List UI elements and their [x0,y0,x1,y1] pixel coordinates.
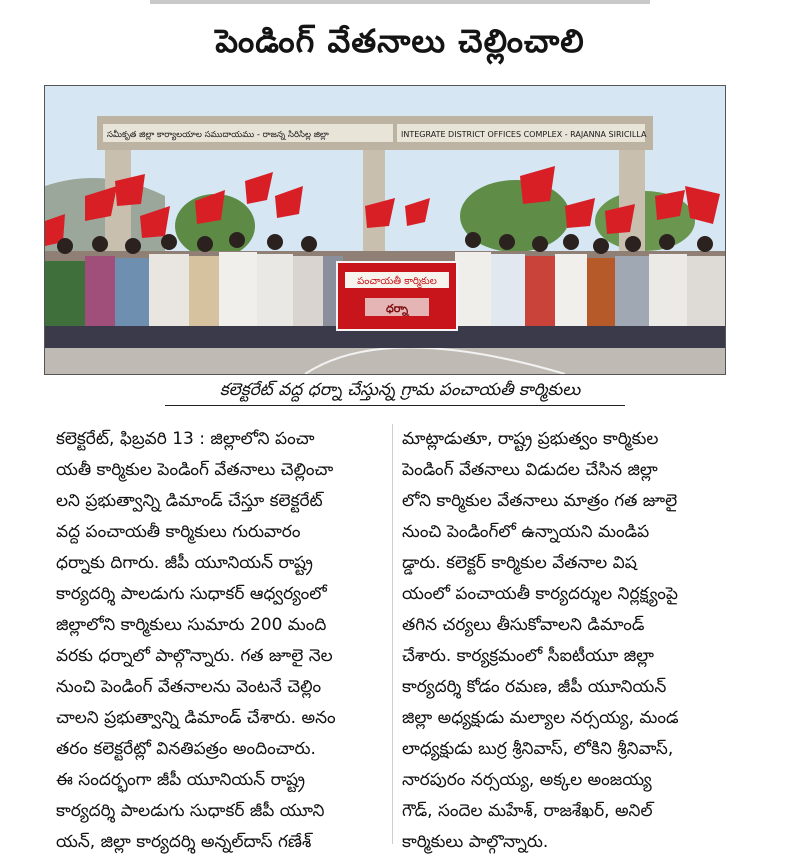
body-line: నారపురం నర్సయ్య, అక్కల అంజయ్య [402,770,652,790]
body-line: జిల్లా అధ్యక్షుడు మల్యాల నర్సయ్య, మండ [402,708,679,728]
body-line: తరం కలెక్టరేట్లో వినతిపత్రం అందించారు. [56,739,316,759]
body-line: వద్ద పంచాయతీ కార్మికులు గురువారం [56,522,301,542]
body-line: కార్యదర్శి పాలడుగు సుధాకర్ జీపీ యూని [56,801,325,821]
caption-underline [165,405,625,406]
article-column-left [56,424,386,858]
body-line: లాధ్యక్షుడు బుర్ర శ్రీనివాస్, లోకిని శ్రీనివాస్, [402,739,674,759]
body-line: వరకు ధర్నాలో పాల్గొన్నారు. గత జూలై నెల [56,646,333,666]
body-line: కలెక్టరేట్, ఫిబ్రవరి 13 : జిల్లాలోని పంచా [56,429,315,449]
body-line: డ్డారు. కలెక్టర్ కార్మికుల వేతనాల విష [402,553,637,573]
column-divider [392,424,393,844]
protest-banner [337,262,457,330]
banner-text-bottom: ధర్నా [385,302,409,315]
body-line: పెండింగ్ వేతనాలు విడుదల చేసిన జిల్లా [402,460,658,480]
banner-text-top: పంచాయతీ కార్మికుల [357,276,437,287]
body-line: జిల్లాలోని కార్మికులు సుమారు 200 మంది [56,615,327,635]
body-line: తగిన చర్యలు తీసుకోవాలని డిమాండ్ [402,615,645,635]
body-line: గౌడ్, సందెల మహేశ్, రాజశేఖర్, అనిల్ [402,801,653,821]
body-line: కార్మికులు పాల్గొన్నారు. [402,832,549,852]
body-line: యన్, జిల్లా కార్యదర్శి అన్నల్‌దాస్ గణేశ్ [56,832,312,852]
arch-sign-telugu: సమీకృత జిల్లా కార్యాలయాల సముదాయము - రాజన్న సిరిసిల్ల జిల్లా [107,130,329,140]
body-line: మాట్లాడుతూ, రాష్ట్ర ప్రభుత్వం కార్మికుల [402,429,659,449]
body-line: యంలో పంచాయతీ కార్యదర్శుల నిర్లక్ష్యంపై [402,584,678,604]
body-line: లోని కార్మికుల వేతనాలు మాత్రం గత జూలై [402,491,678,511]
top-page-rule [150,0,650,4]
body-line: నుంచి పెండింగ్‌లో ఉన్నాయని మండిప [402,522,650,542]
arch-sign-english: INTEGRATE DISTRICT OFFICES COMPLEX - RAJANNA SIRICILLA [401,130,647,139]
body-line: ఈ సందర్భంగా జీపీ యూనియన్ రాష్ట్ర [56,770,305,790]
body-line: నుంచి పెండింగ్ వేతనాలను వెంటనే చెల్లిం [56,677,322,697]
news-photo [44,85,726,375]
body-line: కార్యదర్శి కోడం రమణ, జీపీ యూనియన్ [402,677,667,697]
headline: పెండింగ్ వేతనాలు చెల్లించాలి [215,22,585,60]
body-line: చాలని ప్రభుత్వాన్ని డిమాండ్ చేశారు. అనం [56,708,336,728]
body-line: ధర్నాకు దిగారు. జీపీ యూనియన్ రాష్ట్ర [56,553,313,573]
article-column-right [402,424,732,858]
body-line: యతీ కార్మికుల పెండింగ్ వేతనాలు చెల్లించా [56,460,334,480]
body-line: చేశారు. కార్యక్రమంలో సీఐటీయూ జిల్లా [402,646,654,666]
body-line: కార్యదర్శి పాలడుగు సుధాకర్ ఆధ్వర్యంలో [56,584,327,604]
body-line: లని ప్రభుత్వాన్ని డిమాండ్ చేస్తూ కలెక్టరేట్ [56,491,323,511]
photo-caption: కలెక్టరేట్ వద్ద ధర్నా చేస్తున్న గ్రామ పంచాయతీ కార్మికులు [219,380,581,400]
